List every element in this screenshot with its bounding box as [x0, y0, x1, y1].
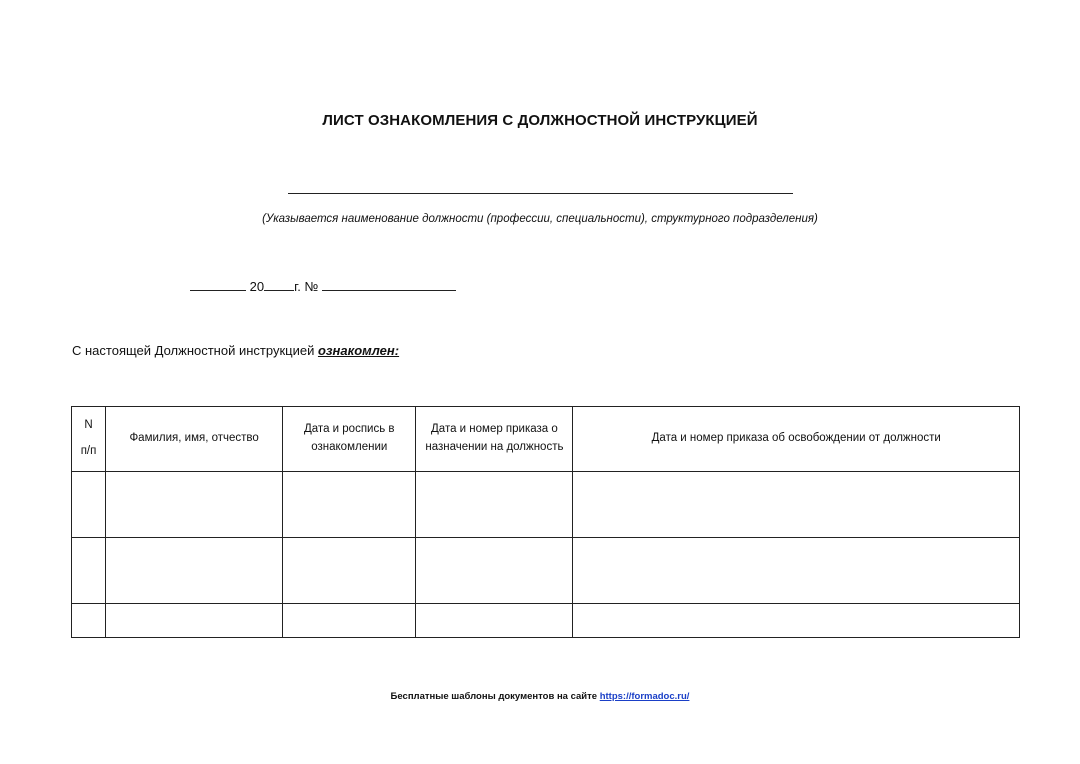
header-number — [72, 407, 106, 472]
table-row — [72, 538, 1020, 604]
header-appointment-order: Дата и номер приказа о назначении на должность — [416, 407, 573, 472]
cell-appointment-order[interactable] — [416, 604, 573, 638]
table-row — [72, 604, 1020, 638]
year-prefix: 20 — [249, 279, 265, 294]
cell-sign-date[interactable] — [283, 538, 416, 604]
header-sign-date: Дата и роспись в ознакомлении — [283, 407, 416, 472]
cell-sign-date[interactable] — [283, 604, 416, 638]
intro-emphasis: ознакомлен: — [317, 343, 400, 358]
year-suffix: г. № — [294, 279, 319, 294]
date-day-month-blank[interactable] — [190, 278, 246, 291]
cell-full-name[interactable] — [106, 472, 283, 538]
header-number-n: N — [84, 419, 93, 432]
acknowledgement-table — [71, 406, 1020, 638]
position-hint: (Указывается наименование должности (профессии, специальности), структурного подразделения) — [262, 213, 818, 225]
footer-text: Бесплатные шаблоны документов на сайте — [390, 691, 598, 702]
footer-link[interactable]: https://formadoc.ru/ — [599, 691, 690, 702]
table-row — [72, 472, 1020, 538]
header-dismissal-order: Дата и номер приказа об освобождении от должности — [573, 407, 1020, 472]
year-blank[interactable] — [264, 278, 294, 291]
table-header-row — [72, 407, 1020, 472]
cell-number[interactable] — [72, 472, 106, 538]
position-name-line[interactable] — [288, 193, 793, 194]
cell-full-name[interactable] — [106, 538, 283, 604]
cell-appointment-order[interactable] — [416, 472, 573, 538]
cell-dismissal-order[interactable] — [573, 538, 1020, 604]
cell-dismissal-order[interactable] — [573, 604, 1020, 638]
document-title: ЛИСТ ОЗНАКОМЛЕНИЯ С ДОЛЖНОСТНОЙ ИНСТРУКЦИЕЙ — [322, 112, 758, 129]
cell-number[interactable] — [72, 538, 106, 604]
date-number-line — [190, 278, 456, 294]
header-full-name: Фамилия, имя, отчество — [106, 407, 283, 472]
cell-dismissal-order[interactable] — [573, 472, 1020, 538]
acknowledgement-statement — [72, 343, 399, 358]
cell-number[interactable] — [72, 604, 106, 638]
cell-sign-date[interactable] — [283, 472, 416, 538]
header-number-pp: п/п — [80, 445, 97, 457]
document-number-blank[interactable] — [322, 278, 456, 291]
footer — [0, 691, 1080, 702]
cell-full-name[interactable] — [106, 604, 283, 638]
intro-text: С настоящей Должностной инструкцией — [72, 343, 315, 358]
cell-appointment-order[interactable] — [416, 538, 573, 604]
